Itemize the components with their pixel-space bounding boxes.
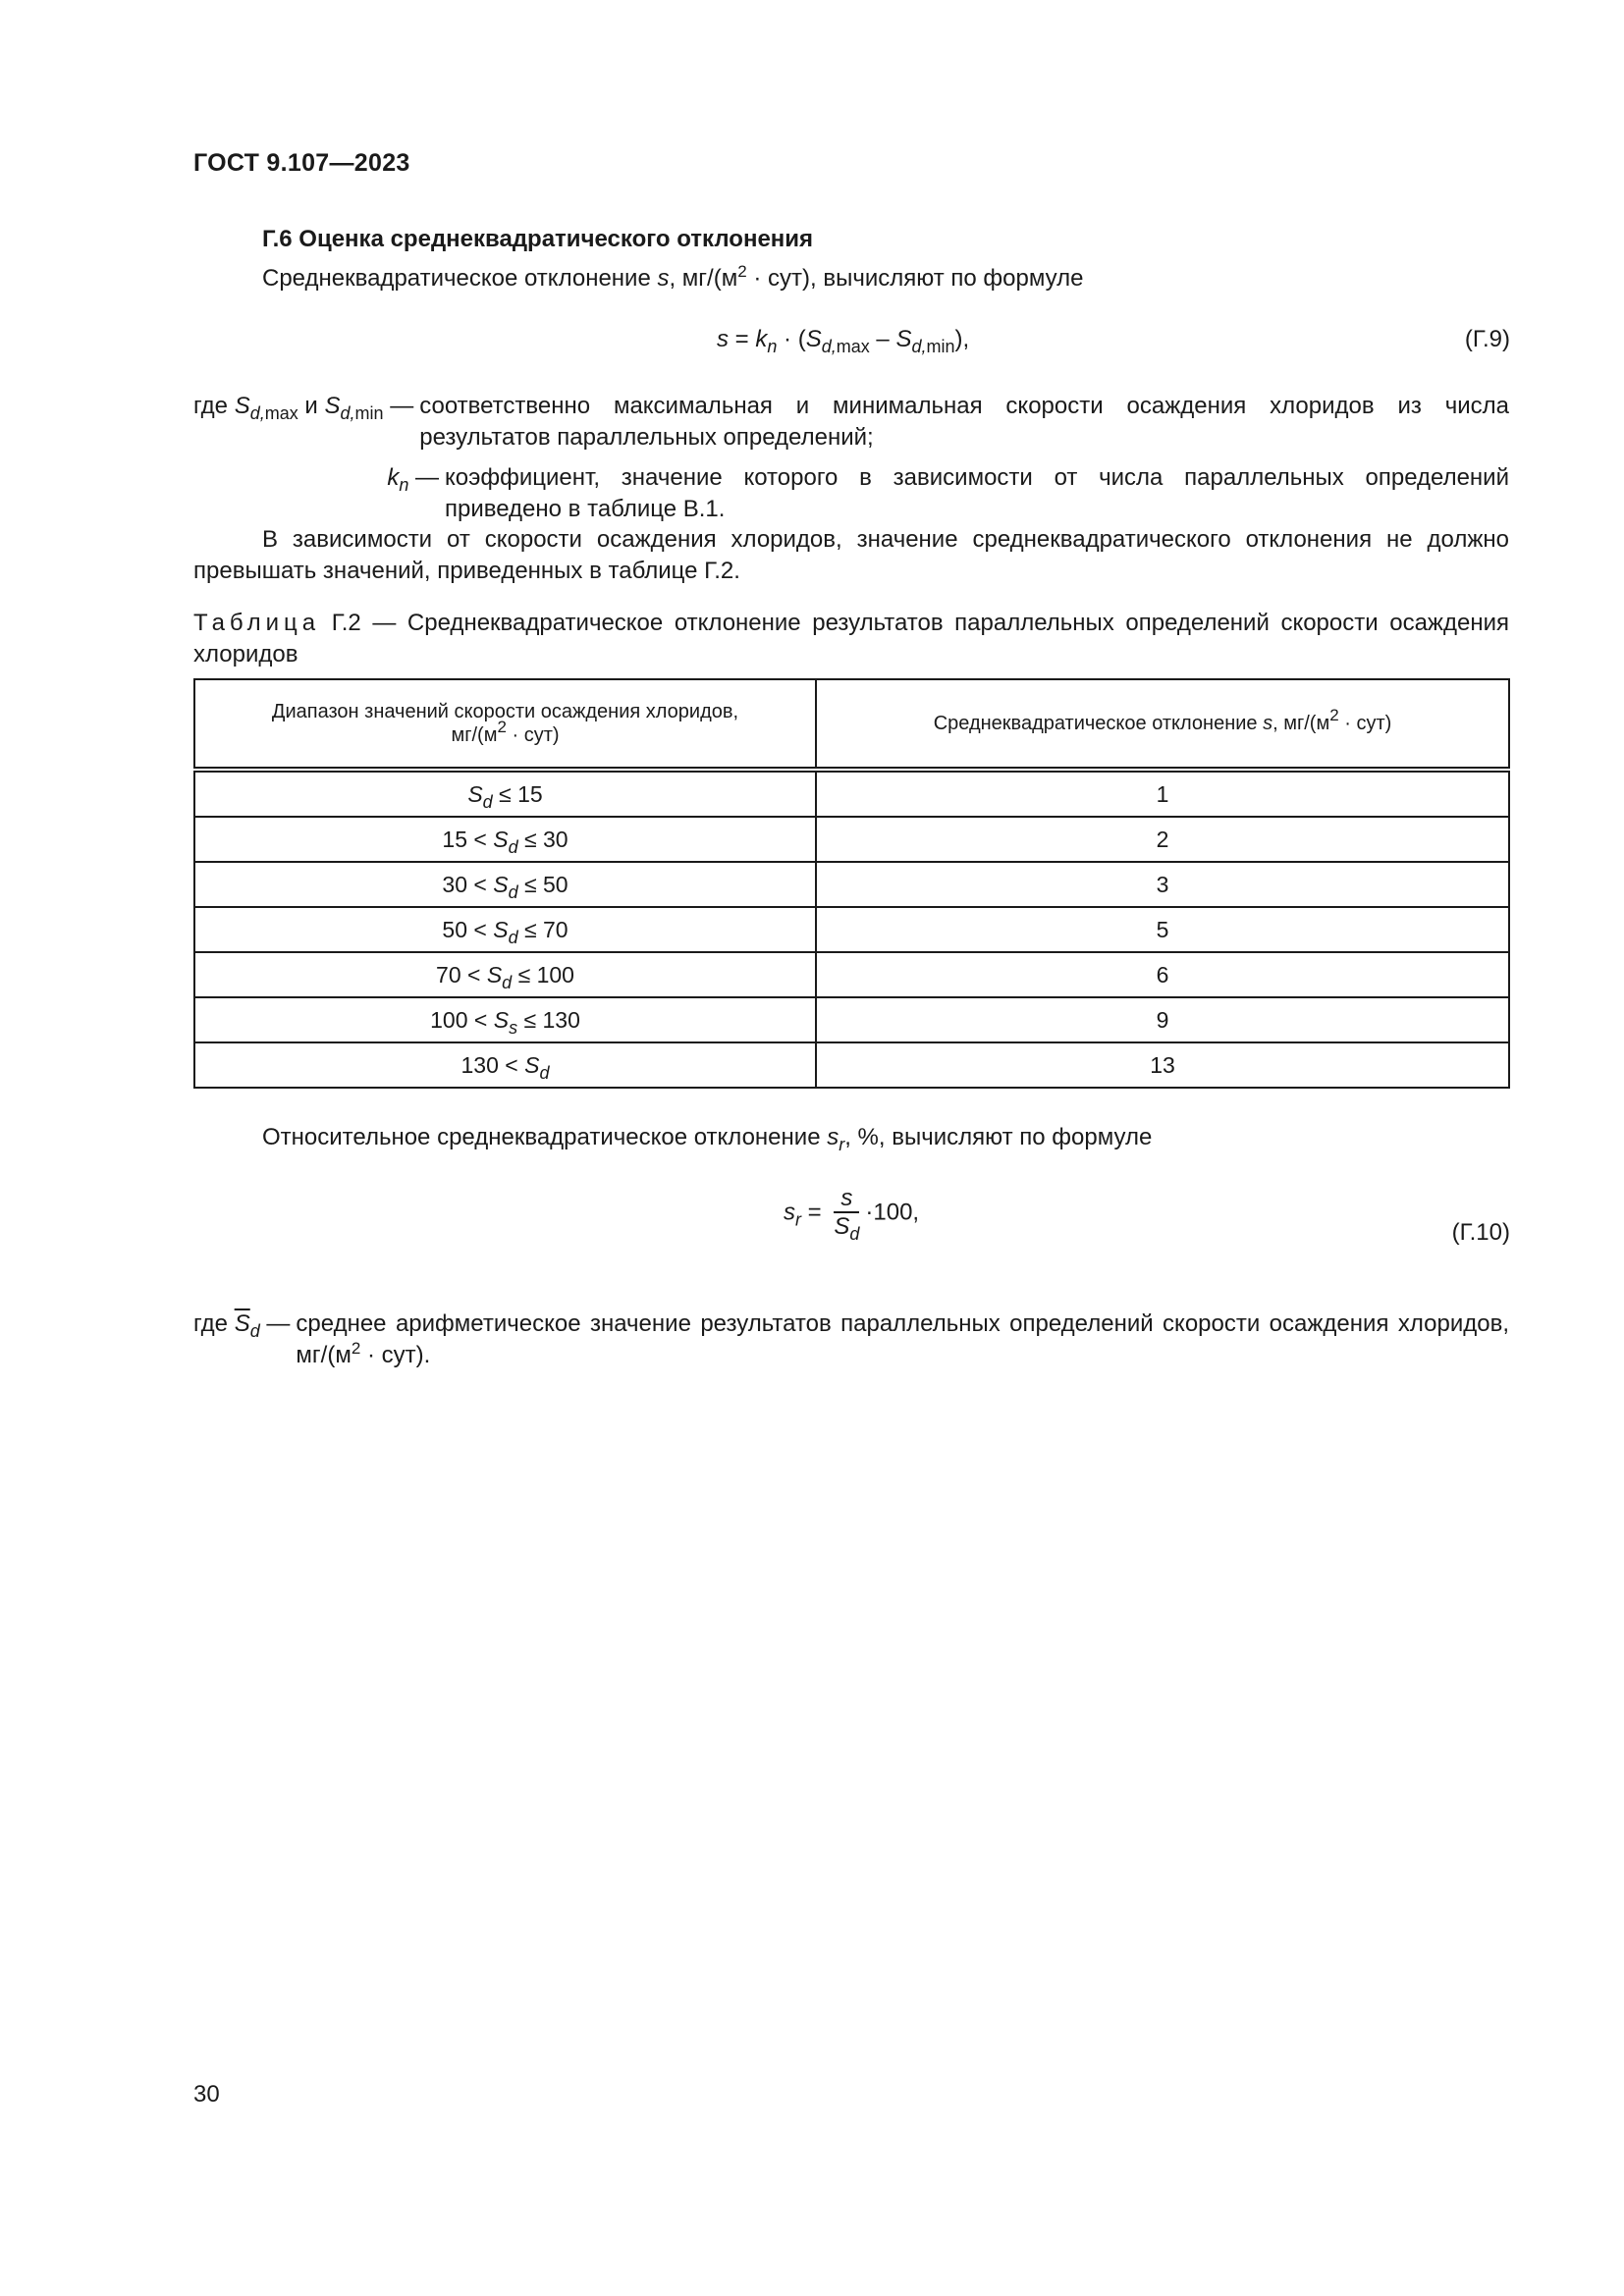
intro-paragraph: Среднеквадратическое отклонение s, $мг/(м^2 \cdot сут)$, вычисляют по формуле: [262, 262, 1084, 292]
table-caption: Таблица Г.2 — Среднеквадратическое отклонение результатов параллельных определений скорости осаждения хлоридов: [193, 610, 1509, 667]
formula-g9-expression: $s = k_n \cdot (S_{d,max} - S_{d,min})$,: [717, 326, 970, 356]
table-row: [194, 997, 1509, 1042]
where-clause-1-vars: где $S_{d,max}$ и $S_{d,min}$ —: [193, 393, 414, 423]
table-cell-value: 5: [816, 907, 1509, 952]
table-header-row: [194, 679, 1509, 770]
page-number: 30: [193, 2081, 220, 2108]
table-cell-range: $100 < S_s \le 130$: [194, 997, 816, 1042]
table-cell-value: 2: [816, 817, 1509, 862]
table-cell-value: 1: [816, 770, 1509, 817]
table-row: [194, 1042, 1509, 1088]
table-cell-value: 6: [816, 952, 1509, 997]
where-clause-1-text: соответственно максимальная и минимальная скорости осаждения хлоридов из числа результатов параллельных определений;: [419, 393, 1509, 451]
table-row: [194, 770, 1509, 817]
table-cell-range: $30 < S_d \le 50$: [194, 862, 816, 907]
table-header-range: Диапазон значений скорости осаждения хлоридов, $мг/(м^2 \cdot сут)$: [194, 679, 816, 770]
where-clause-3-text: среднее арифметическое значение результатов параллельных определений скорости осаждения хлоридов, $мг/(м^2 \cdot сут)$.: [296, 1310, 1509, 1368]
table-row: [194, 952, 1509, 997]
where-clause-3-var: где $\overline{S}_d$ —: [193, 1310, 291, 1341]
formula-g10-expression: $s_r$ = $\frac{s}{\overline{S}_d}$ ·100,: [784, 1185, 920, 1244]
formula-g10-fraction: $\frac{s}{\overline{S}_d}$: [834, 1185, 860, 1244]
where-clause-2: [193, 462, 1509, 525]
where-clause-1: [193, 391, 1509, 454]
formula-g9-number: (Г.9): [1464, 326, 1510, 352]
table-header-deviation: Среднеквадратическое отклонение s, $мг/(м^2 \cdot сут)$: [816, 679, 1509, 770]
table-cell-range: $70 < S_d \le 100$: [194, 952, 816, 997]
table-cell-value: 9: [816, 997, 1509, 1042]
section-title: Г.6 Оценка среднеквадратического отклонения: [262, 226, 814, 252]
table-cell-value: 3: [816, 862, 1509, 907]
formula-g10-number: (Г.10): [1451, 1219, 1510, 1246]
table-cell-range: $50 < S_d \le 70$: [194, 907, 816, 952]
table-cell-range: $15 < S_d \le 30$: [194, 817, 816, 862]
document-code: ГОСТ 9.107—2023: [193, 149, 410, 177]
limit-paragraph: В зависимости от скорости осаждения хлоридов, значение среднеквадратического отклонения не должно превышать значений, приведенных в таблице Г.2.: [193, 526, 1509, 584]
table-cell-range: $130 < S_d$: [194, 1042, 816, 1088]
table-cell-value: 13: [816, 1042, 1509, 1088]
where-clause-2-text: коэффициент, значение которого в зависимости от числа параллельных определений приведено в таблице В.1.: [445, 464, 1509, 522]
table-row: [194, 907, 1509, 952]
where-clause-2-var: $k_n$ —: [387, 464, 439, 495]
where-clause-3: [193, 1308, 1509, 1371]
table-cell-range: $S_d \le 15$: [194, 770, 816, 817]
deviation-table: [193, 678, 1510, 1089]
table-row: [194, 817, 1509, 862]
relative-deviation-paragraph: Относительное среднеквадратическое отклонение $s_r$, %, вычисляют по формуле: [262, 1124, 1153, 1154]
table-row: [194, 862, 1509, 907]
